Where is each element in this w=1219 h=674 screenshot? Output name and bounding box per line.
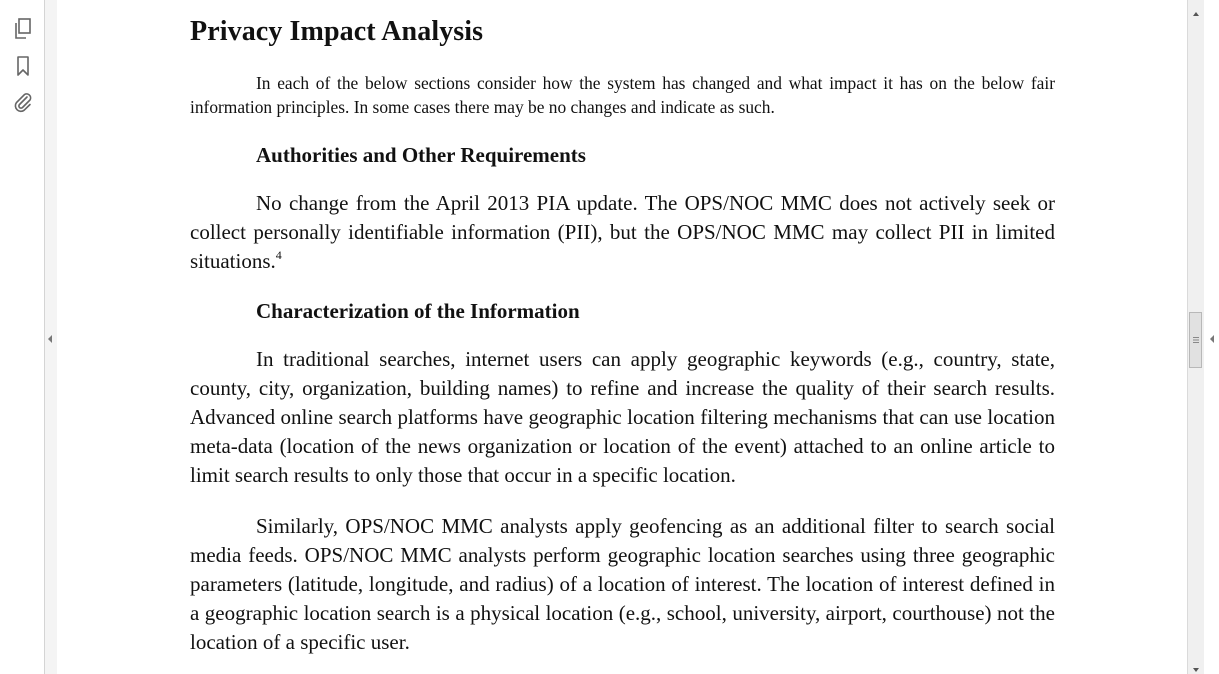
section-heading-authorities: Authorities and Other Requirements — [256, 143, 586, 167]
vertical-scrollbar[interactable] — [1187, 0, 1204, 674]
grip-icon — [1193, 337, 1199, 343]
bookmark-icon[interactable] — [12, 55, 34, 77]
scroll-down-arrow-icon[interactable] — [1192, 661, 1200, 669]
pages-icon[interactable] — [12, 18, 34, 40]
left-toolbar — [0, 0, 45, 674]
intro-paragraph: In each of the below sections consider how the system has changed and what impact it has on the below fair information principles. In some cases there may be no changes and indicate as such. — [190, 73, 1055, 117]
document-title: Privacy Impact Analysis — [190, 16, 484, 47]
footnote-reference[interactable]: 4 — [275, 248, 282, 262]
scroll-up-arrow-icon[interactable] — [1192, 5, 1200, 13]
scroll-thumb[interactable] — [1189, 312, 1202, 368]
paragraph-text: No change from the April 2013 PIA update. The OPS/NOC MMC does not actively seek or collect personally identifiable information (PII), but the OPS/NOC MMC may collect PII in limited situations. — [190, 191, 1055, 273]
document-page — [57, 0, 1187, 674]
paragraph-traditional-searches: In traditional searches, internet users can apply geographic keywords (e.g., country, state, county, city, organization, building names) to refine and increase the quality of their search results. Advanced online search platforms have geographic location filtering mechanisms that can use location meta-data (location of the news organization or location of the event) attached to an online article to limit search results to only those that occur in a specific location. — [190, 347, 1055, 487]
section-heading-characterization: Characterization of the Information — [256, 299, 580, 323]
collapse-left-pane-icon[interactable] — [46, 332, 54, 344]
expand-right-pane-icon[interactable] — [1208, 332, 1216, 344]
right-pane-toggle — [1204, 0, 1219, 674]
attachment-icon[interactable] — [12, 91, 34, 113]
paragraph-authorities — [190, 189, 1055, 276]
paragraph-geofencing: Similarly, OPS/NOC MMC analysts apply geofencing as an additional filter to search social media feeds. OPS/NOC MMC analysts perform geographic location searches using three geographic parameters (latitude, longitude, and radius) of a location of interest. The location of interest defined in a geographic location search is a physical location (e.g., school, university, airport, courthouse) not the location of a specific user. — [190, 514, 1055, 654]
